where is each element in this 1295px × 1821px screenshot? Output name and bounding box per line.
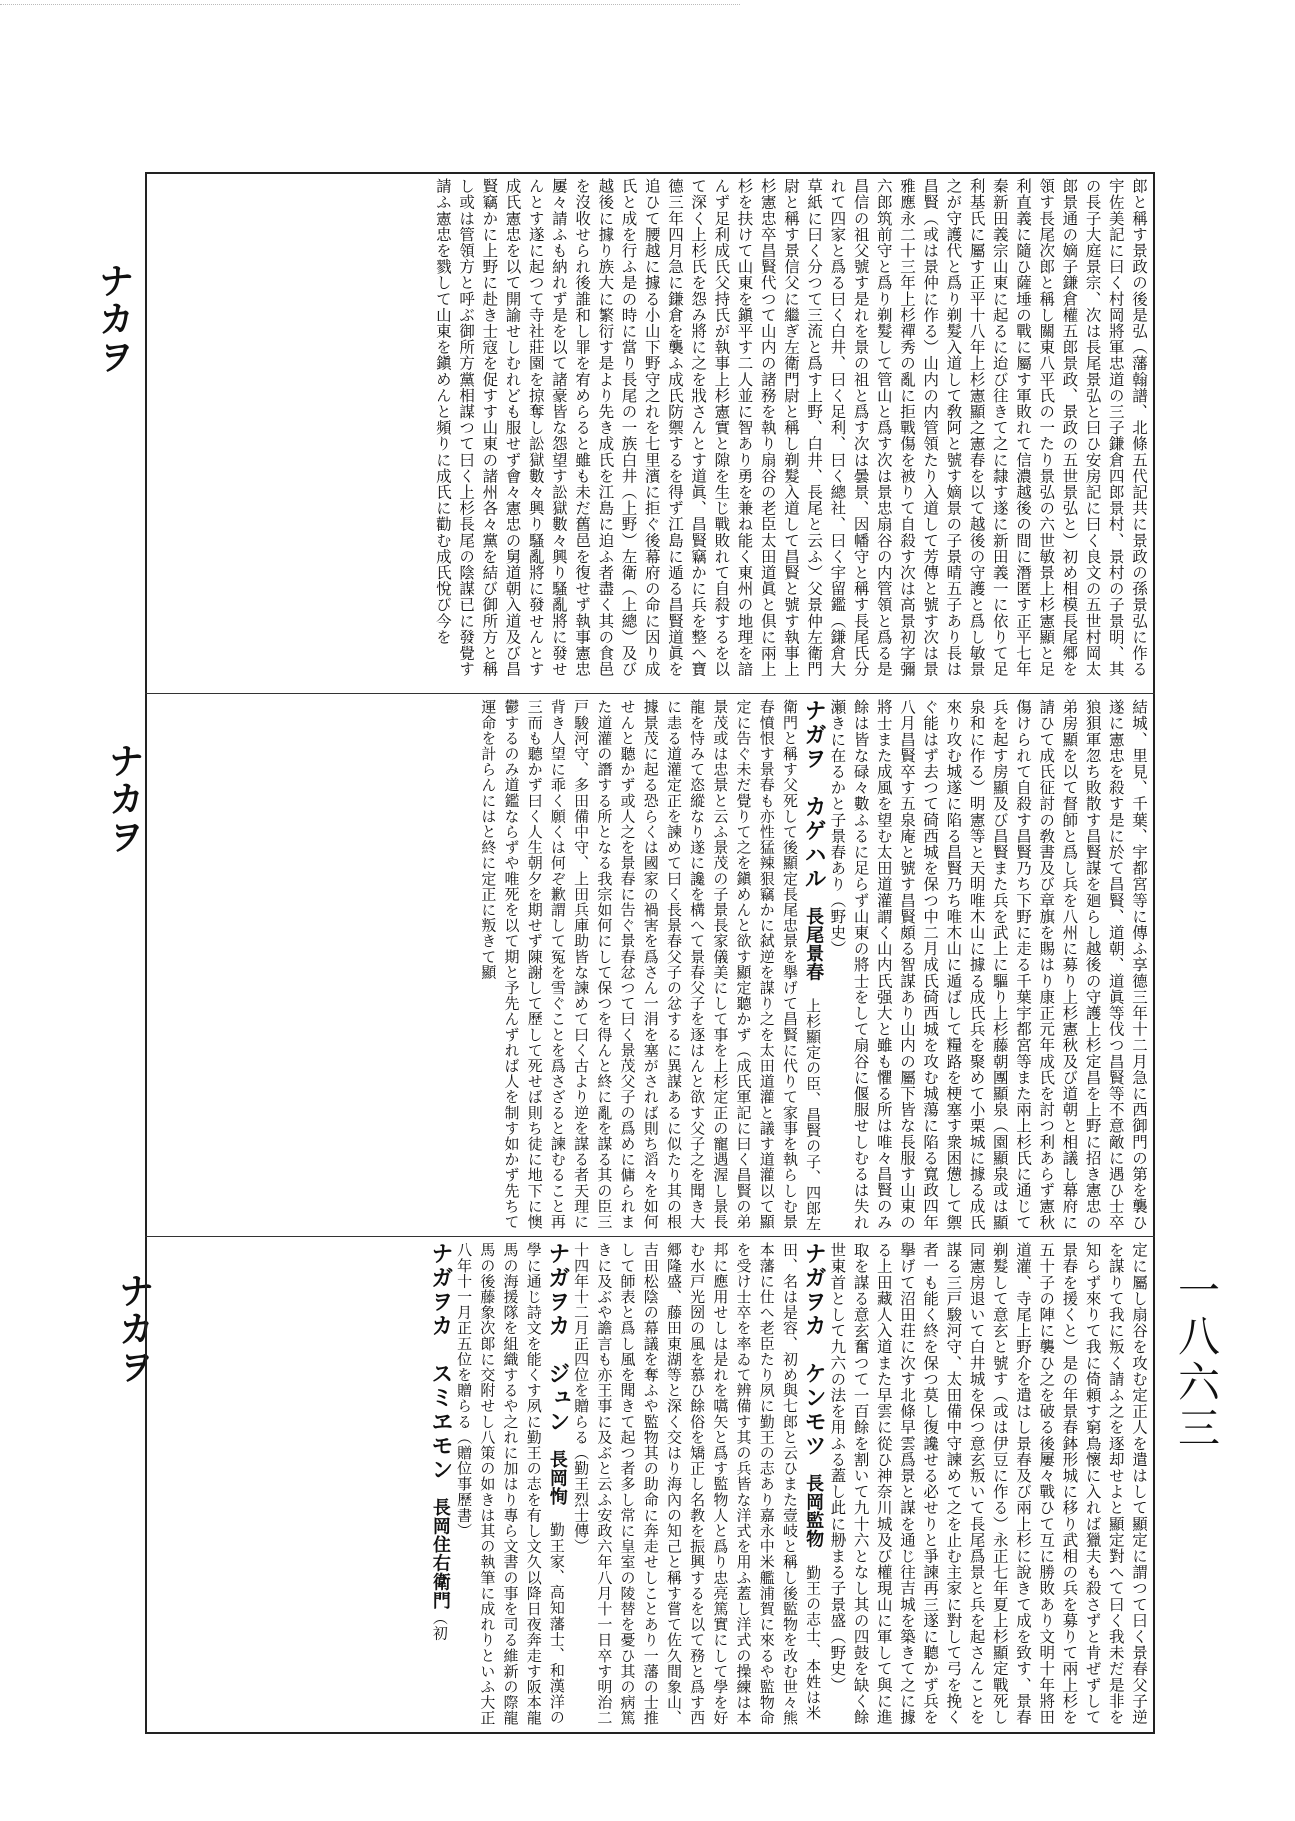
running-head-middle: ナカヲ — [103, 742, 144, 856]
section-middle — [150, 699, 1150, 1232]
entry-heading: ナガヲカ ジュン — [544, 1242, 570, 1434]
body-text-bottom: 定に屬し扇谷を攻む定正人を遣はして顯定に謂つて曰く景春父子逆を謀りて我に叛く請ふ之を逐却せよと顯定對へて曰く我未だ是非を知らず來りて我に倚頼す窮鳥懷に入れば獵夫も殺さずと肯ぜずして景春を援くと）是の年景春鉢形城に移り武相の兵を募りて兩上杉を五十子の陣に襲ひ之を破る後屢々戰ひて互に勝敗あり文明十年將田道灌、寺尾上野介を遣はし景春及び兩上杉に說きて成を致す、景春剃髮して意玄と號す（或は伊豆に作る）永正七年夏上杉顯定戰死し同憲房退いて白井城を保つ意玄叛いて長尾爲景と兵を起さんことを謀る三戸駿河守、太田備中守諫めて之を止む主家に對して弓を挽く者一も能く終を保つ莫し復讒せる必せりと爭諫再三遂に聽かず兵を擧げて沼田荘に次す北條早雲爲景と謀を通じ往吉城を築きて之に據る上田藏人入道また早雲に從ひ神奈川城及び權現山に軍して與に進取を謀る意玄奮つて一百餘を割いて九十六となし其の四鼓を缺く餘世東首として九六の法を用ふる蓋し此に刱まる子景盛（野史） — [828, 1242, 1148, 1725]
running-head-top: ナカヲ — [93, 262, 134, 376]
entry-heading: ナガヲ カゲハル — [801, 699, 827, 891]
entry-heading: ナガヲカ スミヱモン — [427, 1242, 453, 1482]
scan-artifact-line — [0, 4, 740, 5]
section-divider-2 — [145, 1236, 1155, 1237]
running-head-bottom: ナカヲ — [113, 1272, 154, 1386]
entry-name: 長岡恂 — [546, 1450, 568, 1506]
section-bottom — [150, 1242, 1150, 1730]
section-top — [150, 178, 1150, 689]
entry-heading: ナガヲカ ケンモツ — [801, 1242, 827, 1458]
entry-body: 勤王の志士、本姓は米田、名は是容、初め與七郎と云ひまた壹岐と稱し後監物を改む世々熊本藩に仕へ老臣たり夙に勤王の志あり嘉永中米艦浦賀に來るや監物命を受け士卒を率ゐて辨備す其の兵皆な洋式を用ふ蓋し洋式の操練は本邦に應用せしは是れを嚆矢と爲す監物人と爲り忠亮篤實にして學を好む水戸光圀の風を慕ひ餘俗を矯正し名教を振興するを以て務と爲す西郷隆盛、藤田東湖等と深く交はり海內の知己と稱す嘗て佐久間象山、吉田松陰の幕議を奪ふや監物其の助命に奔走せしことあり一藩の士推して師表と爲し風を聞きて起つ者多し常に皇室の陵替を憂ひ其の病篤きに及ぶや譫言も亦王事に及ぶと云ふ安政六年八月十一日卒す明治二十四年十二月正四位を贈らる（勤王烈士傳） — [572, 1242, 823, 1726]
body-text-middle: 結城、里見、千葉、宇都宮等に傳ふ享德三年十二月急に西御門の第を襲ひ遂に憲忠を殺す是に於て昌賢、道朝、道眞等伐つ昌賢等不意敵に遇ひ士卒狼狽軍忽ち敗散す昌賢謀を廻らし越後の守護上杉定昌を上野に招き憲忠の弟房顯を以て督師と爲し兵を八州に募り上杉憲秋及び道朝と相議し幕府に請ひて成氏征討の敎書及び章旗を賜はり康正元年成氏を討つ利あらず憲秋傷けられて自殺す昌賢乃ち下野に走る千葉宇都宮等また兩上杉氏に通じて兵を起す房顯及び昌賢また兵を武上に驅り上杉藤朝團顯泉（園顯泉或は顯泉和に作る）明憲等と天明唯木山に據る成氏兵を聚めて小栗城に據る成氏來り攻む城遂に陷る昌賢乃ち唯木山に遁ばして糧路を梗塞す衆困憊して禦ぐ能はず去つて碕西城を保つ中二月成氏碕西城を攻む城蕩に陷る寬政四年八月昌賢卒す五泉庵と號す昌賢頗る智謀あり山内の屬下皆な長服す山東の將士また成風を望む太田道灌謂く山内氏强大と雖も懼る所は唯々昌賢のみ餘は皆な碌々數ふるに足らず山東の將士をして扇谷に偃服せしむるは失れ瀬きに在るかと子景春あり（野史） — [828, 699, 1148, 1231]
entry-name: 長尾景春 — [803, 907, 825, 982]
section-divider-1 — [145, 693, 1155, 694]
entry-name: 長岡監物 — [803, 1474, 825, 1549]
entry-body: 上杉顯定の臣、昌賢の子、四郎左衛門と稱す父死して後顯定長尾忠景を擧げて昌賢に代りて家事を執らしむ景春憤恨す景春も亦性猛辣狠竊かに弑逆を謀り之を太田道灌と議す道灌以て顯定に告ぐ未だ覺りて之を鎭めんと欲す顯定聽かず（成氏軍記に曰く昌賢の弟景茂或は忠景と云ふ景茂の子景長家儀美にして事を上杉定正の寵遇渥し景長龍を恃みて恣縱なり遂に讒を構へて景春父子を逐はんと欲す父子之を聞き大に恚る道灌定正を諫めて曰く長景春父子の忿するに異謀あるに似たり其の根據景茂に起る恐らくは國家の禍害を爲さん一涓を塞がされば則ち滔々を如何せんと聽かず或人之を景春に告ぐ景春忿つて曰く景茂父子の爲めに傭られまた道灌の譖する所となる我宗如何にして保つを得んと終に亂を謀る其の臣三戸駿河守、多田備中守、上田兵庫助皆な諫めて曰く古より逆を謀る者天理に背き人望に乖く願くは何ぞ歉謂して冤を雪ぐことを爲さざると諫むること再三而も聽かず曰く人生朝夕を期せず陳謝して歷して死せば則ち徒に地下に懊鬱するのみ道鑑ならずや唯死を以て期と予先んずれば人を制す如かず先ちて運命を計らんにはと終に定正に叛きて顯 — [479, 699, 823, 1232]
entry-body: 勤王家、高知藩士、和漢洋の學に通じ詩文を能くす夙に勤王の志を有し文久以降日夜奔走す阪本龍馬の海援隊を組織するや之れに加はり專ら文書の事を司る維新の際龍馬の後藤象次郞に交附せし八策の如きは其の執筆に成れりといふ大正八年十一月正五位を贈らる（贈位事歷書） — [455, 1242, 566, 1726]
entry-body: （初 — [430, 1609, 449, 1641]
body-text-top: 郎と稱す景政の後是弘（藩翰譜、北條五代記共に景政の孫景弘に作る宇佐美記に曰く村岡將軍忠道の三子鎌倉四郎景村、景村の子景明、其の長子大庭景宗、次は長尾景弘と曰ひ安房記に曰く良文の五世村岡太郎景通の嫡子鎌倉權五郎景政、景政の五世景弘と）初め相模長尾郷を領す長尾次郎と稱し關東八平氏の一たり景弘の六世敏景上杉憲顯と足利直義に隨ひ薩埵の戰に屬す軍敗れて信濃越後の間に潛匿す正平七年秦新田義宗山東に起るに迨び往きて之に隸す遂に新田義一に依りて足利基氏に屬す正平十八年上杉憲顯之憲春を以て越後の守護と爲し敏景之が守護代と爲り剃髮入道して敎阿と號す嫡景の子景晴五子あり長は昌賢（或は景仲に作る）山内の内管領たり入道して芳傳と號す次は景雅應永二十三年上杉禪秀の亂に拒戰傷を被りて自殺す次は高景初字彌六郎筑前守と爲り剃髮して管山と爲す次は景忠扇谷の内管領と爲る是昌信の祖父號す是れを景の祖と爲す次は曇景、因幡守と稱す長尾氏分れて四家と爲る曰く白井、曰く足利、曰く總社、曰く宇留鑑（鎌倉大草紙に曰く分つて三流と爲す上野、白井、長尾と云ふ）父景仲左衛門尉と稱す景信父に繼ぎ左衛門尉と稱し剃髮入道して昌賢と號す執事上杉憲忠卒昌賢代つて山内の諸務を執り扇谷の老臣太田道眞と倶に兩上杉を扶けて山東を鎭平す二人並に智あり勇を兼ね能く東州の地理を諳んず足利成氏父持氏が執事上杉憲實と隙を生じ戰敗れて自殺するを以て深く上杉氏を怨み將に之を戕さんとす道眞、昌賢竊かに兵を整へ寶德三年四月急に鎌倉を襲ふ成氏防禦するを得ず江島に遁る昌賢道眞を追ひて腰越に據る小山下野守之れを七里濱に拒ぐ後幕府の命に因り成氏と成を行ふ是の時に當り長尾の一族白井（上野）左衛（上總）及び越後に據り族大に繁衍す是より先き成氏を江島に迫ふ者盡く其の食邑を沒收せられ後誰和し罪を宥めらると雖も未だ舊邑を復せず執事憲忠屢々請ふも納れず是を以て諸豪皆な怨望す訟獄數々興り騷亂將に發せんとす遂に起つて寺社莊園を掠奪し訟獄數々興り騷亂將に發せんとす成氏憲忠を以て開諭せしむれども服せず會々憲忠の舅道朝入道及び昌賢竊かに上野に赴き士寇を促すす山東の諸州各々黨を結び御所方と稱し或は管領方と呼ぶ御所方黨相謀つて曰く上杉長尾の陰謀已に發覺す請ふ憲忠を戮して山東を鎭めんと頻りに成氏に勸む成氏悅び今を — [433, 178, 1148, 678]
entry-name: 長岡住右衛門 — [429, 1498, 451, 1610]
page-number: 一八六三 — [1172, 1268, 1221, 1452]
